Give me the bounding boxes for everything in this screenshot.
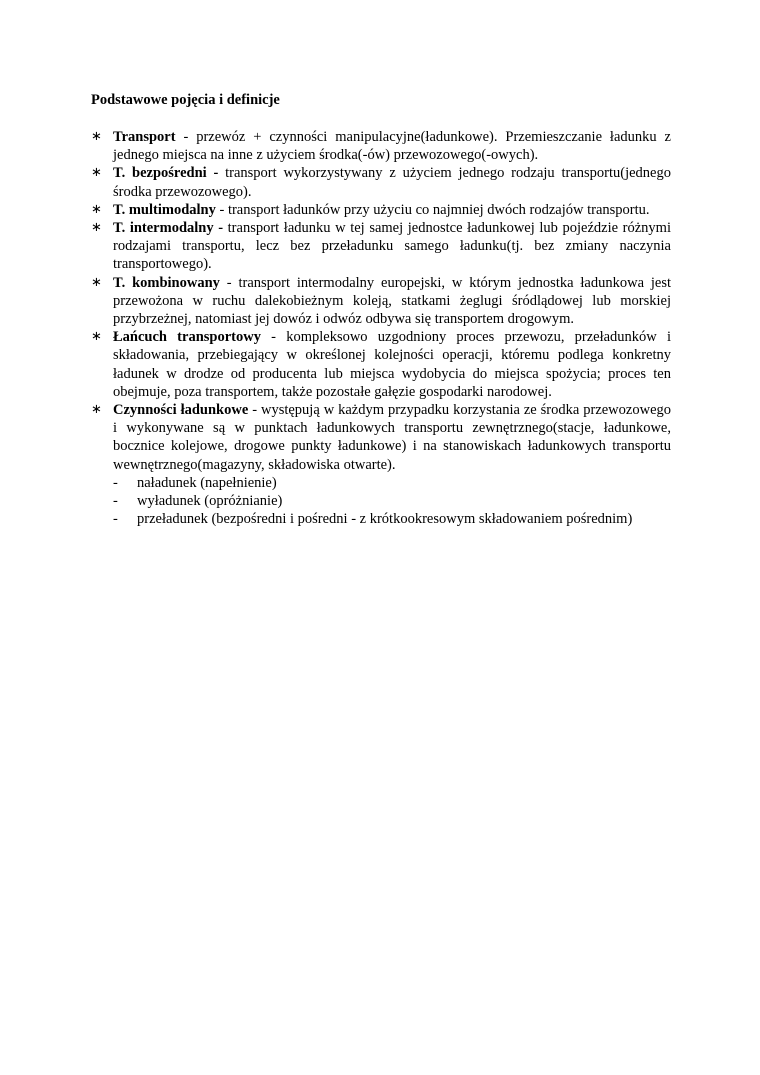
sub-item-text: wyładunek (opróżnianie) [137,493,283,510]
definition-term: T. kombinowany [113,274,220,291]
bullet-star-icon: ∗ [91,274,102,290]
sub-list-item [91,474,671,492]
definition-text: - występują w każdym przypadku korzystania ze środka przewozowego i wykonywane są w punktach ładunkowych transportu zewnętrznego(stacje, ładunkowe, bocznice kolejowe, drogowe punkty ładunkowe) i na stanowiskach ładunkowych transportu wewnętrznego(magazyny, składowiska otwarte). [113,402,671,473]
list-item [91,128,671,164]
dash-bullet-icon: - [113,493,118,510]
definition-text: - transport ładunków przy użyciu co najmniej dwóch rodzajów transportu. [215,201,650,218]
definition-term: Łańcuch transportowy [113,329,261,346]
dash-bullet-icon: - [113,511,118,528]
definition-term: T. intermodalny - [113,220,224,237]
bullet-star-icon: ∗ [91,201,102,217]
list-item [91,328,671,401]
sub-item-text: naładunek (napełnienie) [137,474,277,491]
document-title: Podstawowe pojęcia i definicje [91,92,280,108]
list-item [91,219,671,274]
sub-item-text: przeładunek (bezpośredni i pośredni - z krótkookresowym składowaniem pośrednim) [137,511,633,528]
bullet-star-icon: ∗ [91,220,102,236]
list-item [91,401,671,528]
definition-text: - transport intermodalny europejski, w którym jednostka ładunkowa jest przewożona w ruchu dalekobieżnym koleją, statkami żeglugi śródlądowej lub morskiej przybrzeżnej, natomiast jej dowóz i odwóz odbywa się transportem drogowym. [113,274,671,328]
sub-list [91,474,671,529]
sub-list-item [91,510,671,528]
definition-term: T. bezpośredni - [113,165,219,182]
definition-text: transport ładunku w tej samej jednostce ładunkowej lub pojeździe różnymi rodzajami transportu, lecz bez przeładunku samego ładunku(tj. bez zmiany naczynia transportowego). [113,220,671,273]
definition-term: T. multimodalny [113,201,216,218]
definition-text: transport wykorzystywany z użyciem jednego rodzaju transportu(jednego środka przewozowego). [113,165,671,200]
bullet-star-icon: ∗ [91,329,102,345]
bullet-star-icon: ∗ [91,165,102,181]
list-item [91,201,671,219]
bullet-star-icon: ∗ [91,402,102,418]
definition-term: Czynności ładunkowe [113,402,249,419]
list-item [91,164,671,200]
list-item [91,274,671,329]
definition-text: - przewóz + czynności manipulacyjne(ładunkowe). Przemieszczanie ładunku z jednego miejsca na inne z użyciem środka(-ów) przewozowego(-owych). [113,129,671,164]
definition-text: - kompleksowo uzgodniony proces przewozu, przeładunków i składowania, przebiegający w określonej kolejności operacji, któremu podlega konkretny ładunek w drodze od producenta lub miejsca wydobycia do miejsca spożycia; proces ten obejmuje, poza transportem, także pozostałe gałęzie gospodarki narodowej. [113,329,672,400]
definitions-list [91,128,671,528]
definition-term: Transport [113,129,176,145]
sub-list-item [91,492,671,510]
bullet-star-icon: ∗ [91,129,102,144]
dash-bullet-icon: - [113,474,118,491]
